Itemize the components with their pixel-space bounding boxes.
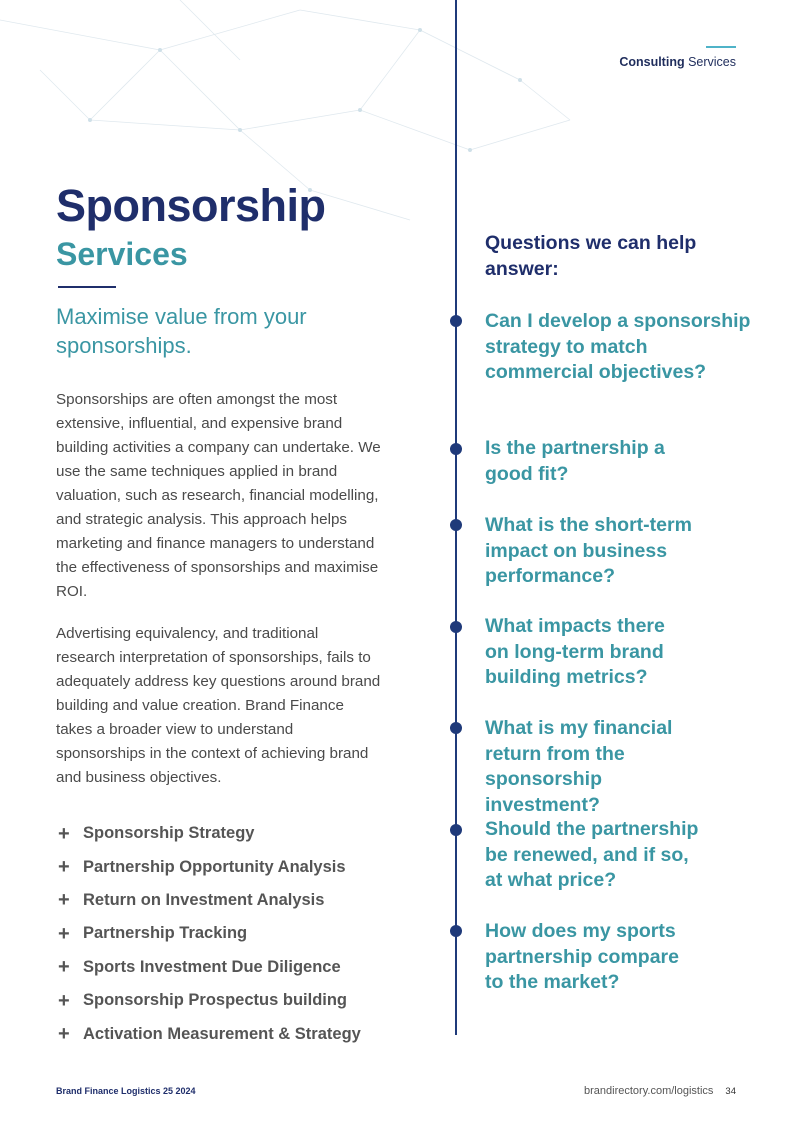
service-label: Sponsorship Strategy [83, 824, 255, 843]
question-item: What is my financial return from the sponsorship investment? [485, 717, 673, 816]
question-item: What impacts there on long-term brand building metrics? [485, 615, 665, 688]
footer-publication: Brand Finance Logistics 25 2024 [56, 1086, 196, 1096]
service-label: Return on Investment Analysis [83, 890, 325, 909]
plus-icon: + [58, 956, 70, 979]
section-label-rest: Services [684, 55, 736, 69]
plus-icon: + [58, 856, 70, 879]
page-title: Sponsorship [56, 180, 326, 231]
service-item [58, 850, 361, 883]
plus-icon: + [58, 889, 70, 912]
service-item [58, 884, 361, 917]
page-subtitle: Services [56, 236, 188, 272]
timeline-line [455, 0, 457, 1035]
plus-icon: + [58, 989, 70, 1012]
service-label: Activation Measurement & Strategy [83, 1024, 361, 1043]
plus-icon: + [58, 1023, 70, 1046]
section-label [619, 55, 736, 69]
question-item: Should the partnership be renewed, and if so, at what price? [485, 818, 699, 891]
tagline: Maximise value from your sponsorships. [56, 304, 307, 358]
question-item: Is the partnership a good fit? [485, 437, 665, 485]
header-accent-rule [706, 46, 736, 48]
service-label: Sponsorship Prospectus building [83, 991, 348, 1010]
section-label-bold: Consulting [619, 55, 685, 69]
questions-heading: Questions we can help answer: [485, 232, 697, 280]
services-list [58, 817, 361, 1051]
plus-icon: + [58, 922, 70, 945]
footer-url[interactable]: brandirectory.com/logistics [584, 1085, 714, 1097]
timeline-dot [450, 722, 462, 734]
timeline-dot [450, 519, 462, 531]
title-underline [58, 286, 116, 288]
service-item [58, 817, 361, 850]
service-item [58, 984, 361, 1017]
timeline-dot [450, 621, 462, 633]
question-item: What is the short-term impact on business performance? [485, 514, 692, 587]
timeline-dot [450, 315, 462, 327]
page-number: 34 [725, 1086, 736, 1097]
question-item: How does my sports partnership compare to the market? [485, 920, 679, 993]
service-item [58, 1017, 361, 1050]
question-item: Can I develop a sponsorship strategy to match commercial objectives? [485, 310, 751, 383]
service-label: Partnership Opportunity Analysis [83, 857, 346, 876]
footer-right [584, 1085, 736, 1097]
service-item [58, 951, 361, 984]
body-paragraph-1: Sponsorships are often amongst the most extensive, influential, and expensive brand building activities a company can undertake. We use the same techniques applied in brand valuation, such as research, financial modelling, and strategic analysis. This approach helps marketing and finance managers to understand the effectiveness of sponsorships and maximise ROI. [56, 391, 381, 600]
service-item [58, 917, 361, 950]
timeline-dot [450, 824, 462, 836]
body-paragraph-2: Advertising equivalency, and traditional research interpretation of sponsorships, fails to adequately address key questions around brand building and value creation. Brand Finance takes a broader view to understand sponsorships in the context of achieving brand and business objectives. [56, 625, 381, 786]
timeline-dot [450, 443, 462, 455]
timeline-dot [450, 925, 462, 937]
service-label: Partnership Tracking [83, 924, 248, 943]
plus-icon: + [58, 822, 70, 845]
service-label: Sports Investment Due Diligence [83, 957, 341, 976]
